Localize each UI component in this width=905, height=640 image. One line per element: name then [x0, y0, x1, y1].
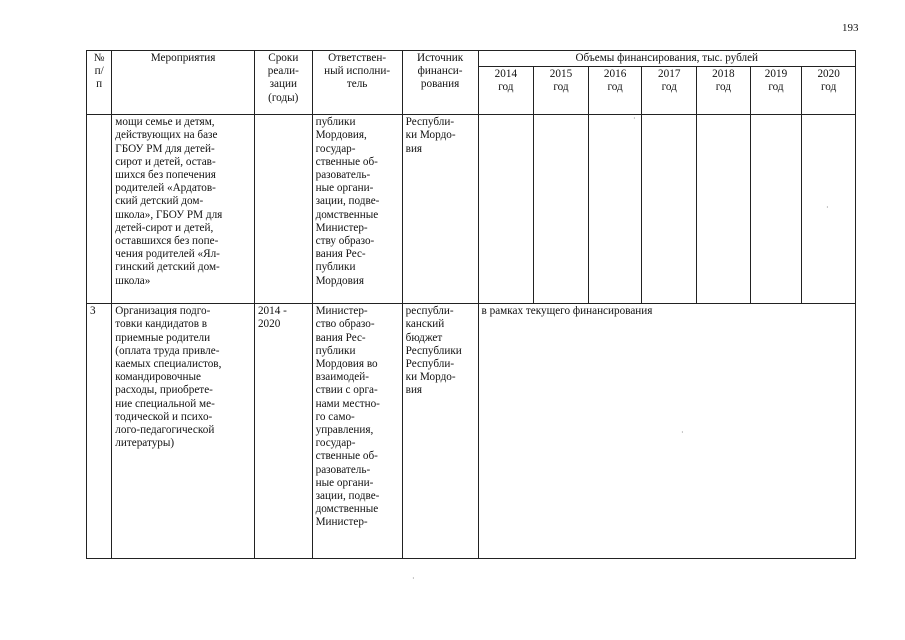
row-year-cell [478, 115, 534, 304]
row-funding-note: в рамках текущего финансирования [478, 304, 855, 559]
header-num: № п/ п [87, 51, 112, 115]
row-year-cell [750, 115, 802, 304]
header-year: 2015 год [534, 67, 589, 115]
header-year: 2018 год [697, 67, 751, 115]
row-executor: публики Мордовия, государ- ственные об- разователь- ные органи- зации, подве- домственные Министер- ству образо- вания Рес- публики Мордовия [312, 115, 402, 304]
row-term [254, 115, 312, 304]
row-activity: мощи семье и детям, действующих на базе ГБОУ РМ для детей- сирот и детей, остав- шихся без попечения родителей «Ардатов- ский детский дом- школа», ГБОУ РМ для детей-сирот и детей, оставшихся без попе- чения родителей «Ял- гинский детский дом- школа» [112, 115, 255, 304]
row-year-cell [642, 115, 697, 304]
header-row [87, 51, 856, 67]
header-year: 2014 год [478, 67, 534, 115]
header-year: 2017 год [642, 67, 697, 115]
header-executor: Ответствен- ный исполни- тель [312, 51, 402, 115]
row-year-cell [588, 115, 642, 304]
table-row [87, 115, 856, 304]
row-source: республи- канский бюджет Республики Республи- ки Мордо- вия [402, 304, 478, 559]
row-year-cell [534, 115, 589, 304]
page-number: 193 [842, 22, 859, 34]
header-year: 2019 год [750, 67, 802, 115]
scan-speck: · [681, 428, 684, 437]
scan-speck: · [633, 114, 636, 123]
row-executor: Министер- ство образо- вания Рес- публики Мордовия во взаимодей- ствии с орга- нами местно- го само- управления, государ- ственные об- разователь- ные органи- зации, подве- домственные Министер- [312, 304, 402, 559]
table-row [87, 304, 856, 559]
header-terms: Сроки реали- зации (годы) [254, 51, 312, 115]
scan-speck: · [412, 574, 415, 583]
header-year: 2016 год [588, 67, 642, 115]
header-year: 2020 год [802, 67, 856, 115]
row-activity: Организация подго- товки кандидатов в приемные родители (оплата труда привле- каемых специалистов, командировочные расходы, приобрете- ние специальной ме- тодической и психо- лого-педагогической литературы) [112, 304, 255, 559]
row-num [87, 115, 112, 304]
row-year-cell [697, 115, 751, 304]
header-funding: Объемы финансирования, тыс. рублей [478, 51, 855, 67]
scan-speck: · [826, 203, 829, 212]
header-activities: Мероприятия [112, 51, 255, 115]
header-source: Источник финанси- рования [402, 51, 478, 115]
financing-table [86, 50, 856, 559]
row-source: Республи- ки Мордо- вия [402, 115, 478, 304]
row-num: 3 [87, 304, 112, 559]
row-term: 2014 - 2020 [254, 304, 312, 559]
